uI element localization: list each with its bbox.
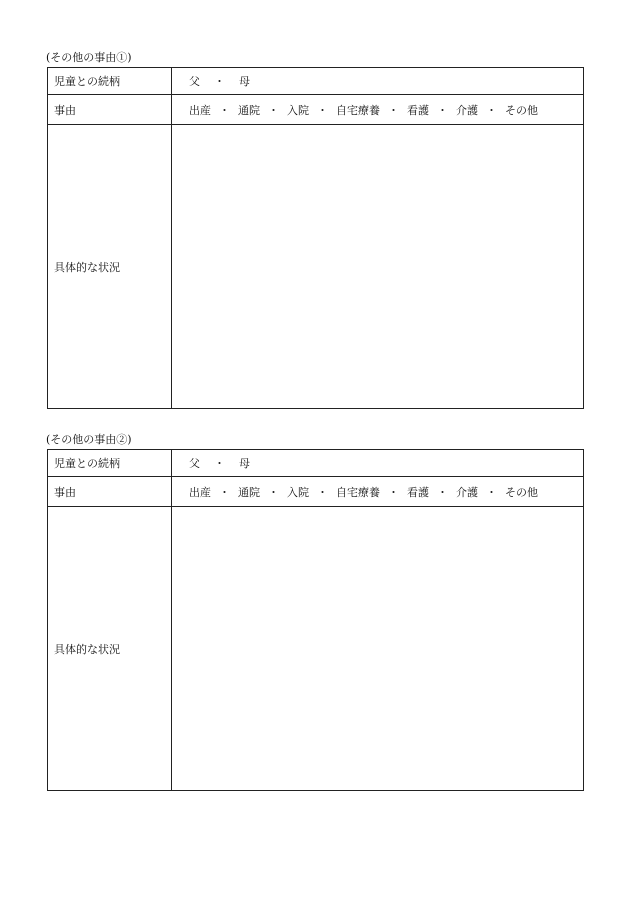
separator-dot: ・ bbox=[268, 485, 279, 499]
reason-option-other[interactable]: その他 bbox=[505, 103, 538, 117]
other-reason-table bbox=[47, 67, 584, 409]
relation-options bbox=[172, 450, 584, 477]
detail-field[interactable] bbox=[172, 507, 584, 791]
reason-option-nursing[interactable]: 看護 bbox=[407, 103, 429, 117]
relation-option-father[interactable]: 父 bbox=[189, 75, 200, 88]
separator-dot: ・ bbox=[486, 103, 497, 117]
reason-option-hospitalization[interactable]: 入院 bbox=[287, 103, 309, 117]
reason-option-outpatient[interactable]: 通院 bbox=[238, 103, 260, 117]
relation-label: 児童との続柄 bbox=[48, 68, 172, 95]
reason-label: 事由 bbox=[48, 95, 172, 125]
separator-dot: ・ bbox=[317, 103, 328, 117]
section-caption: (その他の事由②) bbox=[46, 433, 132, 446]
reason-label: 事由 bbox=[48, 477, 172, 507]
detail-row bbox=[48, 507, 584, 791]
relation-option-mother[interactable]: 母 bbox=[239, 75, 250, 88]
reason-options bbox=[172, 95, 584, 125]
section-caption: (その他の事由①) bbox=[46, 51, 132, 64]
detail-field[interactable] bbox=[172, 125, 584, 409]
reason-option-home-recuperation[interactable]: 自宅療養 bbox=[336, 485, 380, 499]
reason-option-childbirth[interactable]: 出産 bbox=[189, 485, 211, 499]
relation-options bbox=[172, 68, 584, 95]
reason-option-hospitalization[interactable]: 入院 bbox=[287, 485, 309, 499]
detail-label: 具体的な状況 bbox=[48, 125, 172, 409]
reason-option-nursing[interactable]: 看護 bbox=[407, 485, 429, 499]
reason-option-childbirth[interactable]: 出産 bbox=[189, 103, 211, 117]
reason-option-caregiving[interactable]: 介護 bbox=[456, 103, 478, 117]
detail-label: 具体的な状況 bbox=[48, 507, 172, 791]
reason-row bbox=[48, 477, 584, 507]
reason-option-other[interactable]: その他 bbox=[505, 485, 538, 499]
reason-options bbox=[172, 477, 584, 507]
relation-row bbox=[48, 450, 584, 477]
other-reason-table bbox=[47, 449, 584, 791]
reason-option-home-recuperation[interactable]: 自宅療養 bbox=[336, 103, 380, 117]
relation-option-mother[interactable]: 母 bbox=[239, 457, 250, 470]
other-reason-section-2 bbox=[47, 433, 584, 791]
separator-dot: ・ bbox=[437, 485, 448, 499]
reason-option-caregiving[interactable]: 介護 bbox=[456, 485, 478, 499]
separator-dot: ・ bbox=[219, 103, 230, 117]
separator-dot: ・ bbox=[388, 485, 399, 499]
detail-row bbox=[48, 125, 584, 409]
reason-row bbox=[48, 95, 584, 125]
separator-dot: ・ bbox=[317, 485, 328, 499]
separator-dot: ・ bbox=[214, 75, 225, 88]
separator-dot: ・ bbox=[437, 103, 448, 117]
separator-dot: ・ bbox=[486, 485, 497, 499]
relation-label: 児童との続柄 bbox=[48, 450, 172, 477]
reason-option-outpatient[interactable]: 通院 bbox=[238, 485, 260, 499]
separator-dot: ・ bbox=[214, 457, 225, 470]
relation-row bbox=[48, 68, 584, 95]
separator-dot: ・ bbox=[388, 103, 399, 117]
relation-option-father[interactable]: 父 bbox=[189, 457, 200, 470]
other-reason-section-1 bbox=[47, 51, 584, 409]
separator-dot: ・ bbox=[219, 485, 230, 499]
separator-dot: ・ bbox=[268, 103, 279, 117]
